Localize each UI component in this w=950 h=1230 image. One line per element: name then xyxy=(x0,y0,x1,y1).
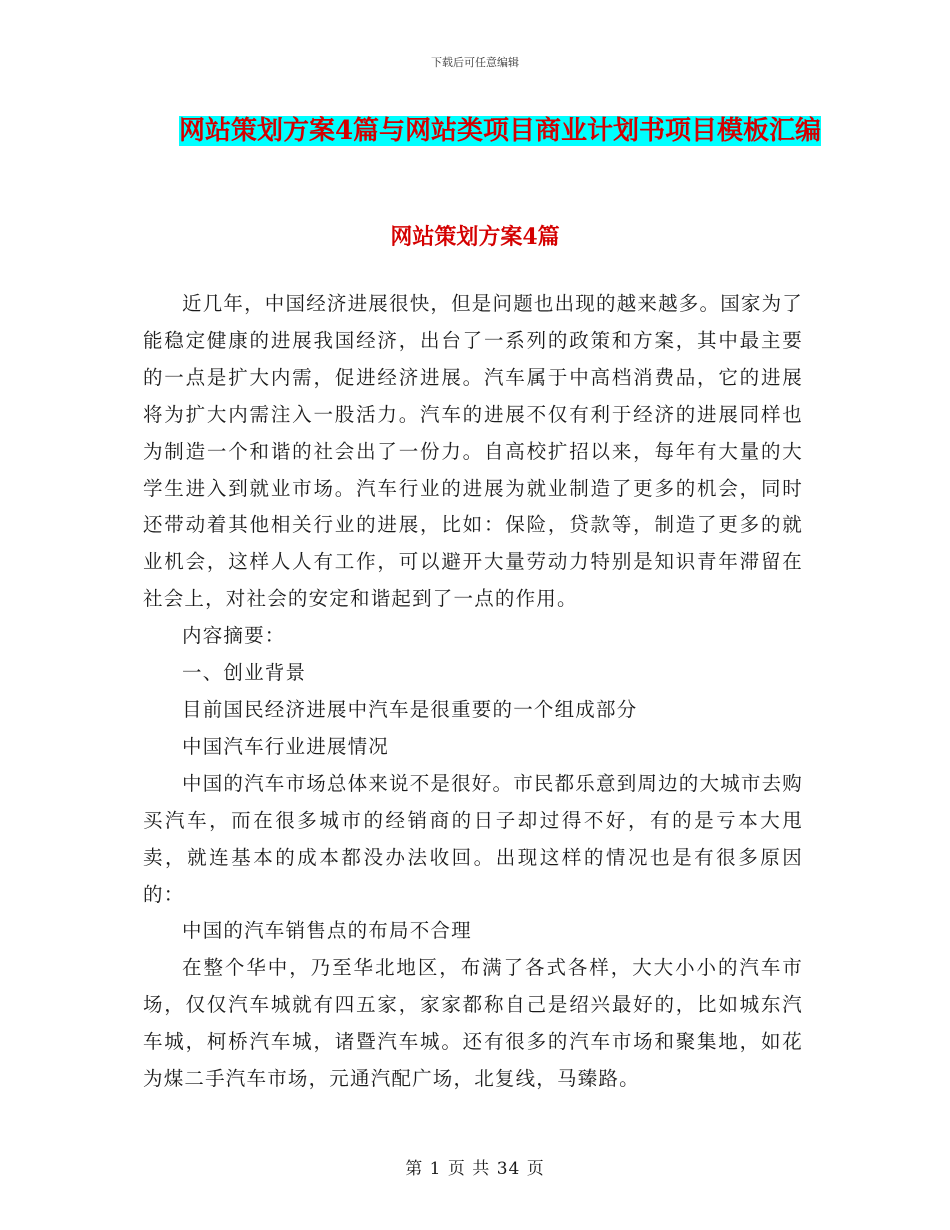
section-title: 网站策划方案4篇 xyxy=(390,224,560,250)
paragraph: 近几年，中国经济进展很快，但是问题也出现的越来越多。国家为了能稳定健康的进展我国经济，出台了一系列的政策和方案，其中最主要的一点是扩大内需，促进经济进展。汽车属于中高档消费品，它的进展将为扩大内需注入一股活力。汽车的进展不仅有利于经济的进展同样也为制造一个和谐的社会出了一份力。自高校扩招以来，每年有大量的大学生进入到就业市场。汽车行业的进展为就业制造了更多的机会，同时还带动着其他相关行业的进展，比如：保险，贷款等，制造了更多的就业机会，这样人人有工作，可以避开大量劳动力特别是知识青年滞留在社会上，对社会的安定和谐起到了一点的作用。 xyxy=(143,292,804,611)
header-note: 下载后可任意编辑 xyxy=(431,56,519,69)
paragraph: 一、创业背景 xyxy=(182,661,307,685)
paragraph: 在整个华中，乃至华北地区，布满了各式各样，大大小小的汽车市场，仅仅汽车城就有四五家，家家都称自己是绍兴最好的，比如城东汽车城，柯桥汽车城，诸暨汽车城。还有很多的汽车市场和聚集地，如花为煤二手汽车市场，元通汽配广场，北复线，马臻路。 xyxy=(143,956,803,1091)
document-title xyxy=(150,108,850,154)
paragraph: 中国的汽车销售点的布局不合理 xyxy=(182,919,472,943)
page-number-footer: 第 1 页 共 34 页 xyxy=(405,1159,545,1179)
document-body xyxy=(143,286,803,1098)
paragraph: 中国的汽车市场总体来说不是很好。市民都乐意到周边的大城市去购买汽车，而在很多城市的经销商的日子却过得不好，有的是亏本大甩卖，就连基本的成本都没办法收回。出现这样的情况也是有很多原因的： xyxy=(143,771,804,906)
paragraph: 内容摘要： xyxy=(182,624,286,648)
paragraph: 中国汽车行业进展情况 xyxy=(182,734,390,758)
paragraph: 目前国民经济进展中汽车是很重要的一个组成部分 xyxy=(182,697,638,721)
document-title-text: 网站策划方案4篇与网站类项目商业计划书项目模板汇编 xyxy=(178,116,822,146)
